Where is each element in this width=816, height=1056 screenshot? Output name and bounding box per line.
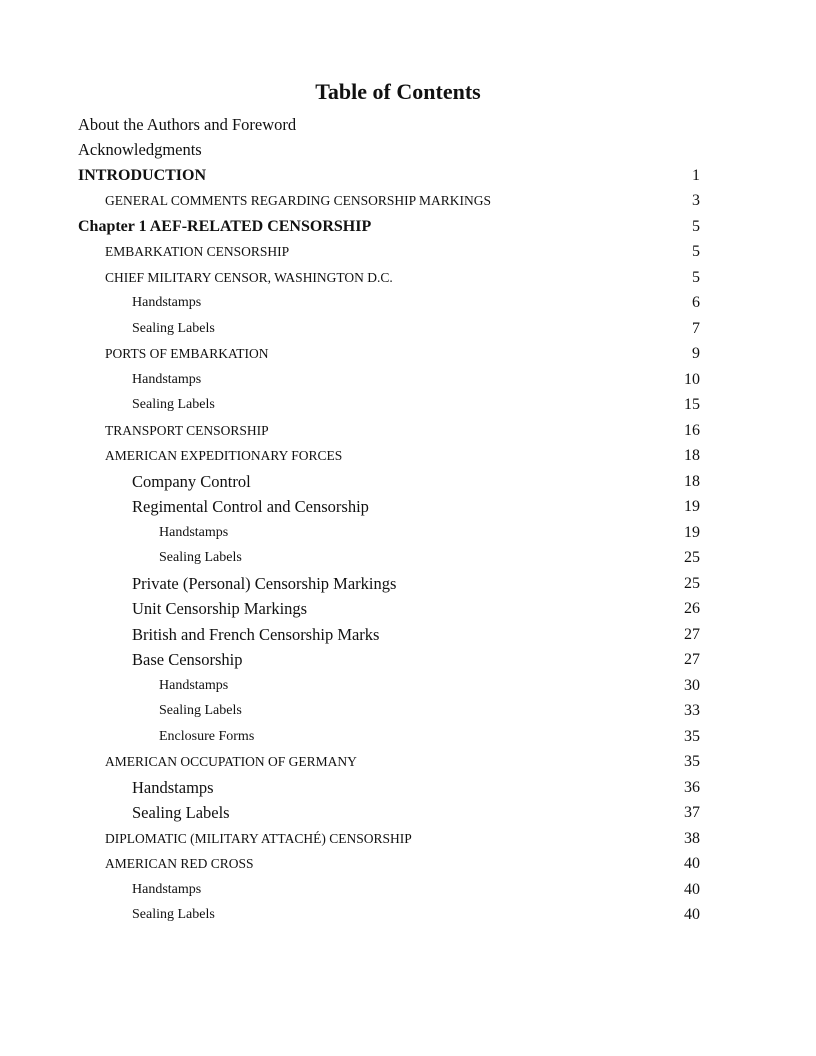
toc-entry: [78, 495, 700, 521]
toc-entry-label: British and French Censorship Marks: [132, 624, 380, 644]
toc-entry-page: 27: [684, 651, 700, 669]
toc-entry-label: Company Control: [132, 471, 251, 491]
toc-entry-page: 10: [684, 370, 700, 388]
toc-entry-label: Handstamps: [132, 295, 202, 311]
toc-entry-label: DIPLOMATIC (MILITARY ATTACHÉ) CENSORSHIP: [105, 830, 412, 846]
toc-entry: [78, 571, 700, 597]
toc-entry: [78, 112, 700, 138]
toc-entry: [78, 367, 700, 393]
toc-entry-label: INTRODUCTION: [78, 166, 207, 184]
toc-entry: [78, 138, 700, 164]
toc-entry: [78, 291, 700, 317]
toc-entry-label: Sealing Labels: [132, 907, 215, 923]
toc-entry: [78, 469, 700, 495]
toc-entry-label: EMBARKATION CENSORSHIP: [105, 244, 290, 260]
toc-entry-label: Sealing Labels: [159, 703, 242, 719]
toc-entry-page: 25: [684, 549, 700, 567]
toc-entry-page: 9: [692, 345, 700, 363]
toc-entry: [78, 342, 700, 368]
toc-entry: [78, 418, 700, 444]
table-of-contents: [78, 112, 700, 928]
toc-entry-page: 33: [684, 702, 700, 720]
toc-entry-page: 35: [684, 753, 700, 771]
toc-entry-page: 25: [684, 574, 700, 592]
toc-entry-page: 26: [684, 600, 700, 618]
toc-entry-page: 38: [684, 829, 700, 847]
toc-entry-page: 19: [684, 523, 700, 541]
toc-entry: [78, 699, 700, 725]
toc-entry-label: AMERICAN OCCUPATION OF GERMANY: [105, 754, 357, 770]
toc-entry-page: 19: [684, 498, 700, 516]
toc-entry: [78, 189, 700, 215]
page-title: Table of Contents: [315, 79, 481, 104]
toc-entry: [78, 622, 700, 648]
toc-entry-label: Chapter 1 AEF-RELATED CENSORSHIP: [78, 217, 372, 235]
toc-entry-page: 6: [692, 294, 700, 312]
toc-entry: [78, 775, 700, 801]
toc-entry-label: TRANSPORT CENSORSHIP: [105, 422, 269, 438]
toc-entry: [78, 163, 700, 189]
toc-entry: [78, 316, 700, 342]
toc-entry: [78, 673, 700, 699]
toc-entry: [78, 240, 700, 266]
toc-entry-label: Sealing Labels: [132, 803, 230, 823]
toc-entry: [78, 852, 700, 878]
toc-entry-label: Regimental Control and Censorship: [132, 497, 369, 517]
toc-entry-label: Sealing Labels: [132, 397, 215, 413]
toc-entry-page: 1: [692, 166, 700, 184]
toc-entry: [78, 801, 700, 827]
toc-entry-page: 16: [684, 421, 700, 439]
toc-entry-label: CHIEF MILITARY CENSOR, WASHINGTON D.C.: [105, 269, 393, 285]
toc-entry-label: Acknowledgments: [78, 140, 202, 160]
toc-entry-page: 5: [692, 243, 700, 261]
toc-entry-page: 18: [684, 472, 700, 490]
toc-entry-page: 27: [684, 625, 700, 643]
toc-entry: [78, 903, 700, 929]
toc-entry-label: PORTS OF EMBARKATION: [105, 346, 269, 362]
toc-entry-page: 40: [684, 906, 700, 924]
toc-entry-page: 3: [692, 192, 700, 210]
toc-entry-label: Base Censorship: [132, 650, 243, 670]
toc-entry-label: Sealing Labels: [132, 320, 215, 336]
toc-entry-page: 7: [692, 319, 700, 337]
toc-entry-label: Private (Personal) Censorship Markings: [132, 573, 397, 593]
toc-entry-page: 40: [684, 880, 700, 898]
toc-entry-page: 5: [692, 217, 700, 235]
toc-entry: [78, 546, 700, 572]
toc-entry-page: 15: [684, 396, 700, 414]
toc-entry: [78, 393, 700, 419]
toc-entry: [78, 877, 700, 903]
toc-entry-label: Handstamps: [132, 371, 202, 387]
toc-entry: [78, 214, 700, 240]
toc-entry: [78, 597, 700, 623]
toc-entry-label: AMERICAN RED CROSS: [105, 856, 254, 872]
toc-entry-label: Handstamps: [132, 777, 214, 797]
toc-entry-page: 5: [692, 268, 700, 286]
toc-entry-label: Handstamps: [159, 677, 229, 693]
toc-entry-label: AMERICAN EXPEDITIONARY FORCES: [105, 448, 343, 464]
toc-entry-label: About the Authors and Foreword: [78, 114, 297, 134]
toc-entry: [78, 265, 700, 291]
toc-entry-page: 36: [684, 778, 700, 796]
toc-entry-page: 35: [684, 727, 700, 745]
toc-entry: [78, 826, 700, 852]
toc-entry-label: GENERAL COMMENTS REGARDING CENSORSHIP MARKINGS: [105, 193, 492, 209]
toc-entry: [78, 724, 700, 750]
toc-entry-label: Enclosure Forms: [159, 728, 255, 744]
toc-entry: [78, 520, 700, 546]
toc-entry: [78, 444, 700, 470]
toc-entry-page: 40: [684, 855, 700, 873]
toc-entry-label: Handstamps: [132, 881, 202, 897]
toc-entry-label: Handstamps: [159, 524, 229, 540]
toc-entry-page: 30: [684, 676, 700, 694]
toc-entry-page: 18: [684, 447, 700, 465]
toc-entry-label: Unit Censorship Markings: [132, 599, 308, 619]
toc-entry-page: 37: [684, 804, 700, 822]
toc-entry: [78, 750, 700, 776]
toc-entry: [78, 648, 700, 674]
toc-entry-label: Sealing Labels: [159, 550, 242, 566]
